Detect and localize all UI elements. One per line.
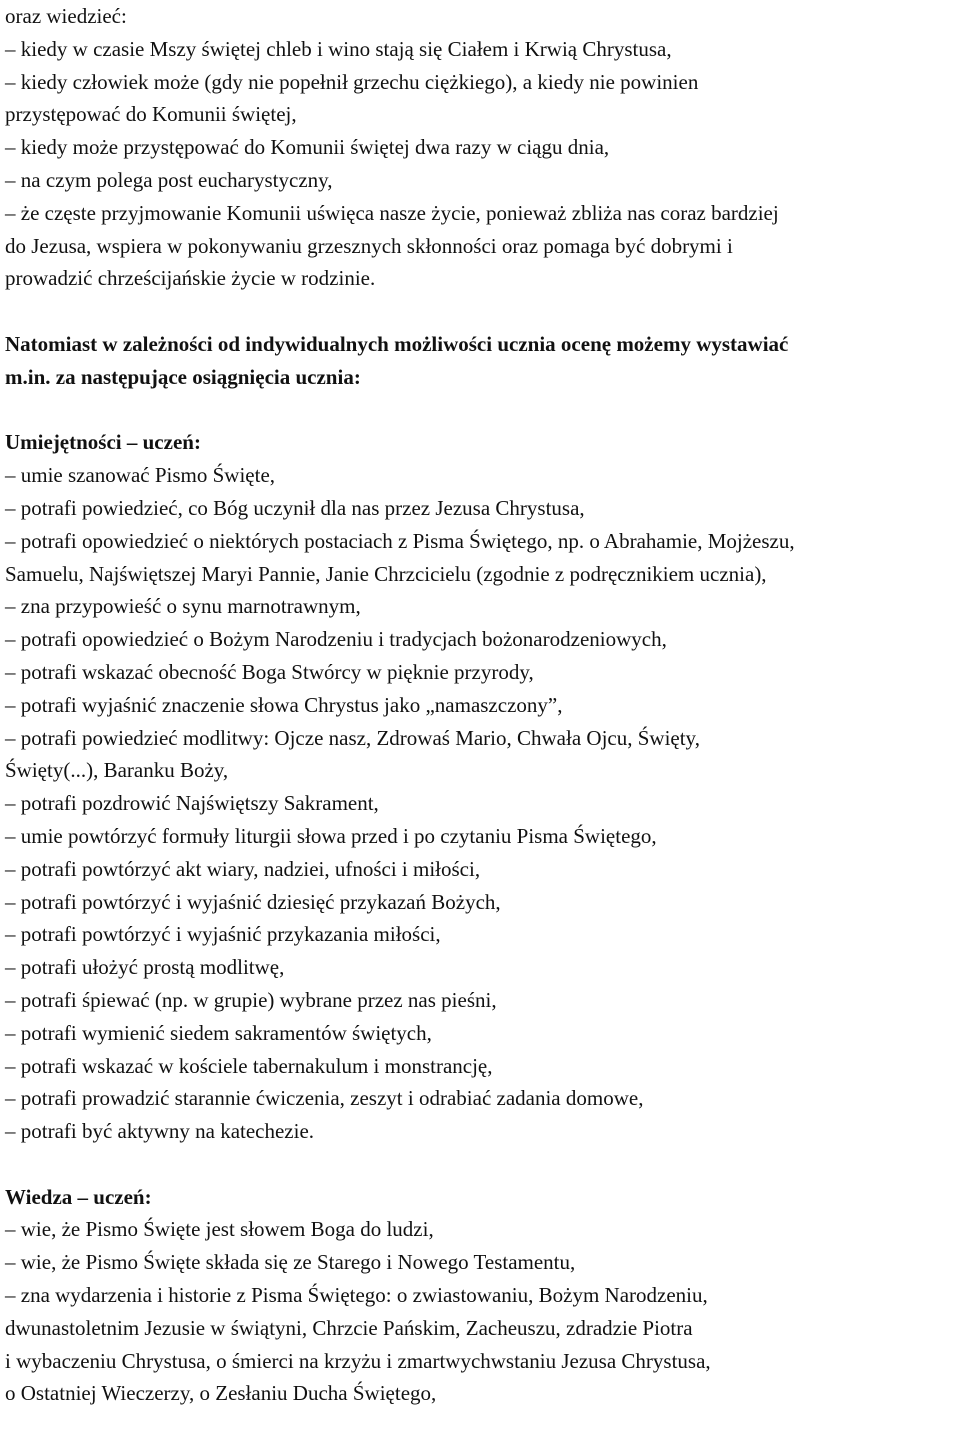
skills-line: Samuelu, Najświętszej Maryi Pannie, Janie Chrzcicielu (zgodnie z podręcznikiem ucznia), xyxy=(5,561,767,586)
skills-line: – potrafi śpiewać (np. w grupie) wybrane przez nas pieśni, xyxy=(5,987,497,1012)
statement-line: Natomiast w zależności od indywidualnych możliwości ucznia ocenę możemy wystawiać xyxy=(5,331,789,356)
intro-line: – że częste przyjmowanie Komunii uświęca nasze życie, ponieważ zbliża nas coraz bardziej xyxy=(5,200,779,225)
skills-line: – potrafi ułożyć prostą modlitwę, xyxy=(5,955,285,980)
skills-line: – potrafi być aktywny na katechezie. xyxy=(5,1119,315,1144)
skills-line: – umie powtórzyć formuły liturgii słowa przed i po czytaniu Pisma Świętego, xyxy=(5,823,657,848)
document-page xyxy=(5,0,955,1410)
spacer xyxy=(5,295,955,328)
knowledge-heading: Wiedza – uczeń: xyxy=(5,1184,152,1209)
spacer xyxy=(5,1148,955,1181)
spacer xyxy=(5,394,955,427)
statement-line: m.in. za następujące osiągnięcia ucznia: xyxy=(5,364,361,389)
skills-line: – potrafi pozdrowić Najświętszy Sakrament, xyxy=(5,791,379,816)
skills-line: – potrafi powiedzieć, co Bóg uczynił dla nas przez Jezusa Chrystusa, xyxy=(5,495,585,520)
intro-line: – na czym polega post eucharystyczny, xyxy=(5,167,333,192)
intro-line: – kiedy człowiek może (gdy nie popełnił grzechu ciężkiego), a kiedy nie powinien xyxy=(5,69,699,94)
knowledge-line: dwunastoletnim Jezusie w świątyni, Chrzcie Pańskim, Zacheuszu, zdradzie Piotra xyxy=(5,1315,693,1340)
skills-line: – potrafi wskazać w kościele tabernakulum i monstrancję, xyxy=(5,1053,493,1078)
knowledge-line: o Ostatniej Wieczerzy, o Zesłaniu Ducha Świętego, xyxy=(5,1381,437,1406)
skills-line: – potrafi opowiedzieć o niektórych postaciach z Pisma Świętego, np. o Abrahamie, Mojżeszu, xyxy=(5,528,795,553)
skills-line: – potrafi wyjaśnić znaczenie słowa Chrystus jako „namaszczony”, xyxy=(5,692,563,717)
skills-line: Święty(...), Baranku Boży, xyxy=(5,758,229,783)
intro-lead: oraz wiedzieć: xyxy=(5,4,127,28)
skills-line: – potrafi powtórzyć i wyjaśnić dziesięć przykazań Bożych, xyxy=(5,889,501,914)
skills-line: – potrafi powtórzyć i wyjaśnić przykazania miłości, xyxy=(5,922,441,947)
skills-line: – potrafi powtórzyć akt wiary, nadziei, ufności i miłości, xyxy=(5,856,481,881)
intro-line: – kiedy w czasie Mszy świętej chleb i wino stają się Ciałem i Krwią Chrystusa, xyxy=(5,36,672,61)
skills-line: – potrafi powiedzieć modlitwy: Ojcze nasz, Zdrowaś Mario, Chwała Ojcu, Święty, xyxy=(5,725,700,750)
intro-line: – kiedy może przystępować do Komunii świętej dwa razy w ciągu dnia, xyxy=(5,135,610,160)
intro-line: do Jezusa, wspiera w pokonywaniu grzesznych skłonności oraz pomaga być dobrymi i xyxy=(5,233,733,258)
skills-line: – potrafi wskazać obecność Boga Stwórcy w pięknie przyrody, xyxy=(5,659,534,684)
skills-heading: Umiejętności – uczeń: xyxy=(5,430,201,455)
skills-line: – umie szanować Pismo Święte, xyxy=(5,463,276,488)
skills-line: – potrafi prowadzić starannie ćwiczenia, zeszyt i odrabiać zadania domowe, xyxy=(5,1086,644,1111)
skills-line: – potrafi wymienić siedem sakramentów świętych, xyxy=(5,1020,432,1045)
skills-line: – zna przypowieść o synu marnotrawnym, xyxy=(5,594,361,619)
intro-line: prowadzić chrześcijańskie życie w rodzinie. xyxy=(5,266,376,291)
knowledge-line: – zna wydarzenia i historie z Pisma Świętego: o zwiastowaniu, Bożym Narodzeniu, xyxy=(5,1283,708,1308)
knowledge-line: i wybaczeniu Chrystusa, o śmierci na krzyżu i zmartwychwstaniu Jezusa Chrystusa, xyxy=(5,1348,711,1373)
skills-line: – potrafi opowiedzieć o Bożym Narodzeniu i tradycjach bożonarodzeniowych, xyxy=(5,627,667,652)
knowledge-line: – wie, że Pismo Święte składa się ze Starego i Nowego Testamentu, xyxy=(5,1250,576,1275)
knowledge-line: – wie, że Pismo Święte jest słowem Boga do ludzi, xyxy=(5,1217,434,1242)
intro-line: przystępować do Komunii świętej, xyxy=(5,102,297,127)
